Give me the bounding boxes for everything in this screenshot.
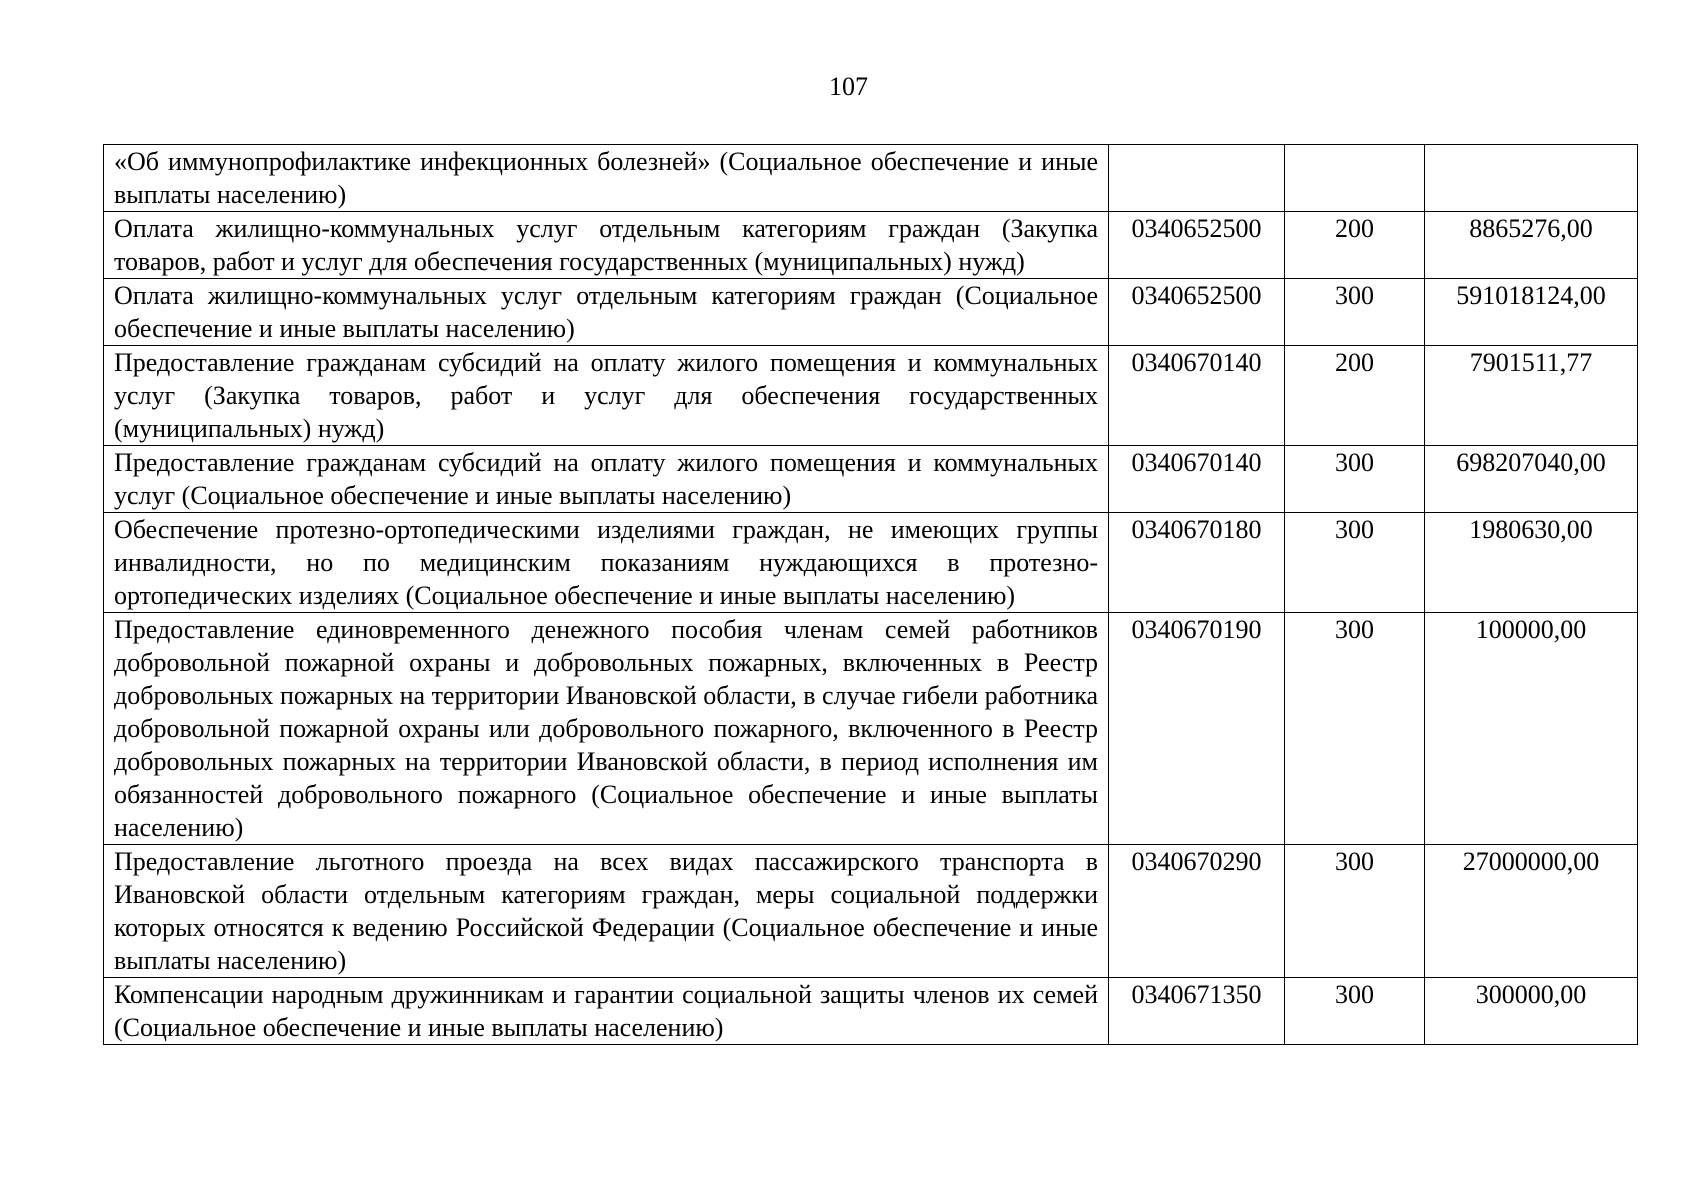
table-row — [104, 978, 1638, 1045]
budget-table — [103, 144, 1638, 1045]
row-expense-type: 200 — [1285, 212, 1425, 279]
row-expense-type: 300 — [1285, 978, 1425, 1045]
row-expense-type: 300 — [1285, 279, 1425, 346]
row-target-code: 0340670190 — [1109, 613, 1285, 845]
table-row — [104, 613, 1638, 845]
row-description: «Об иммунопрофилактике инфекционных болезней» (Социальное обеспечение и иные выплаты населению) — [104, 145, 1109, 212]
row-amount: 7901511,77 — [1425, 346, 1638, 446]
row-target-code — [1109, 145, 1285, 212]
row-description: Обеспечение протезно-ортопедическими изделиями граждан, не имеющих группы инвалидности, но по медицинским показаниям нуждающихся в протезно-ортопедических изделиях (Социальное обеспечение и иные выплаты населению) — [104, 513, 1109, 613]
row-amount: 27000000,00 — [1425, 845, 1638, 978]
row-description: Предоставление гражданам субсидий на оплату жилого помещения и коммунальных услуг (Закупка товаров, работ и услуг для обеспечения государственных (муниципальных) нужд) — [104, 346, 1109, 446]
row-description: Предоставление единовременного денежного пособия членам семей работников добровольной пожарной охраны и добровольных пожарных, включенных в Реестр добровольных пожарных на территории Ивановской области, в случае гибели работника добровольной пожарной охраны или добровольного пожарного, включенного в Реестр добровольных пожарных на территории Ивановской области, в период исполнения им обязанностей добровольного пожарного (Социальное обеспечение и иные выплаты населению) — [104, 613, 1109, 845]
row-expense-type: 300 — [1285, 845, 1425, 978]
row-target-code: 0340670290 — [1109, 845, 1285, 978]
row-amount — [1425, 145, 1638, 212]
row-amount: 8865276,00 — [1425, 212, 1638, 279]
row-amount: 698207040,00 — [1425, 446, 1638, 513]
row-target-code: 0340671350 — [1109, 978, 1285, 1045]
page-number: 107 — [829, 72, 868, 101]
row-description: Оплата жилищно-коммунальных услуг отдельным категориям граждан (Социальное обеспечение и иные выплаты населению) — [104, 279, 1109, 346]
row-target-code: 0340652500 — [1109, 279, 1285, 346]
row-target-code: 0340670140 — [1109, 346, 1285, 446]
row-expense-type: 300 — [1285, 513, 1425, 613]
row-description: Предоставление гражданам субсидий на оплату жилого помещения и коммунальных услуг (Социальное обеспечение и иные выплаты населению) — [104, 446, 1109, 513]
table-row — [104, 346, 1638, 446]
row-description: Оплата жилищно-коммунальных услуг отдельным категориям граждан (Закупка товаров, работ и услуг для обеспечения государственных (муниципальных) нужд) — [104, 212, 1109, 279]
row-expense-type — [1285, 145, 1425, 212]
row-target-code: 0340652500 — [1109, 212, 1285, 279]
table-row — [104, 446, 1638, 513]
table-row — [104, 279, 1638, 346]
row-description: Предоставление льготного проезда на всех видах пассажирского транспорта в Ивановской области отдельным категориям граждан, меры социальной поддержки которых относятся к ведению Российской Федерации (Социальное обеспечение и иные выплаты населению) — [104, 845, 1109, 978]
table-row — [104, 845, 1638, 978]
table-row — [104, 145, 1638, 212]
table-row — [104, 513, 1638, 613]
table-row — [104, 212, 1638, 279]
row-target-code: 0340670140 — [1109, 446, 1285, 513]
row-expense-type: 300 — [1285, 613, 1425, 845]
row-description: Компенсации народным дружинникам и гарантии социальной защиты членов их семей (Социальное обеспечение и иные выплаты населению) — [104, 978, 1109, 1045]
row-amount: 100000,00 — [1425, 613, 1638, 845]
row-amount: 1980630,00 — [1425, 513, 1638, 613]
row-amount: 300000,00 — [1425, 978, 1638, 1045]
row-expense-type: 200 — [1285, 346, 1425, 446]
row-expense-type: 300 — [1285, 446, 1425, 513]
row-target-code: 0340670180 — [1109, 513, 1285, 613]
row-amount: 591018124,00 — [1425, 279, 1638, 346]
